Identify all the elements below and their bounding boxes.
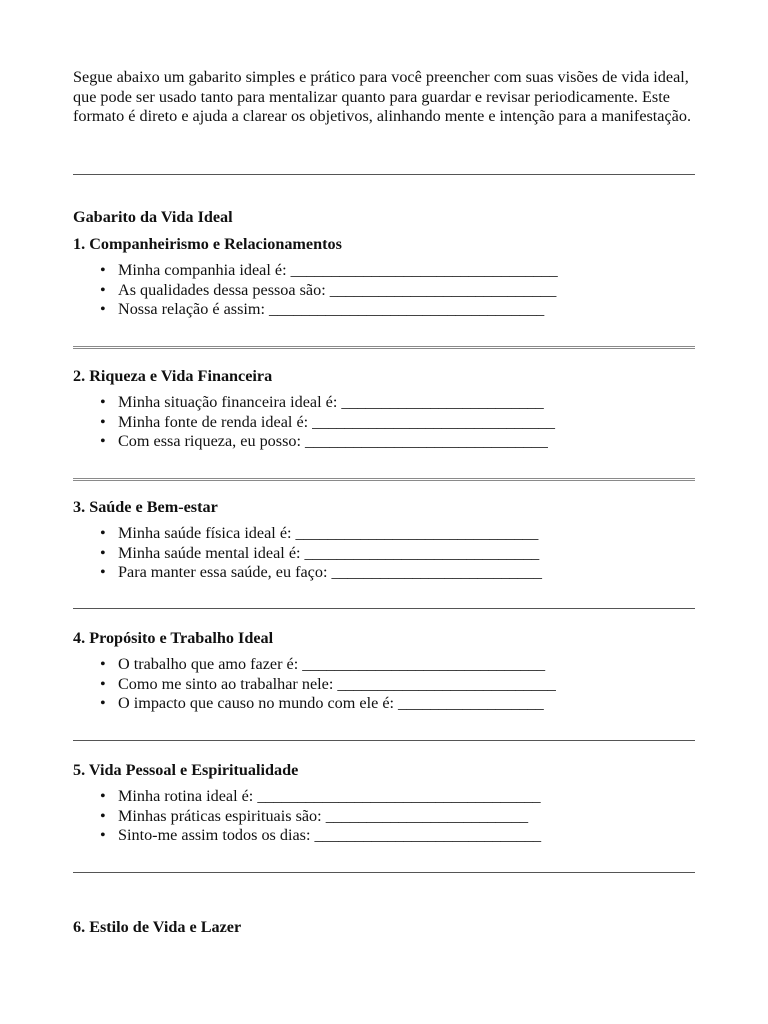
section-title: 3. Saúde e Bem-estar	[73, 498, 218, 516]
bullet: •	[100, 694, 106, 713]
bullet: •	[100, 806, 106, 825]
section-items	[73, 655, 695, 714]
section-items	[73, 393, 695, 452]
section-proposito	[73, 628, 695, 714]
section-title: 6. Estilo de Vida e Lazer	[73, 918, 242, 936]
item-text: Minha situação financeira ideal é: _________________________	[118, 393, 544, 411]
bullet: •	[100, 543, 106, 562]
list-item	[73, 544, 695, 564]
bullet: •	[100, 674, 106, 693]
divider-4	[73, 608, 695, 609]
list-item	[73, 807, 695, 827]
list-item	[73, 300, 695, 320]
list-item	[73, 413, 695, 433]
section-items	[73, 524, 695, 583]
divider-3	[73, 478, 695, 481]
list-item	[73, 432, 695, 452]
item-text: Para manter essa saúde, eu faço: __________________________	[118, 563, 542, 582]
section-estilo-de-vida	[73, 917, 695, 937]
doc-title: Gabarito da Vida Ideal	[73, 208, 233, 226]
section-title: 1. Companheirismo e Relacionamentos	[73, 235, 342, 253]
item-text: Minha saúde mental ideal é: _____________________________	[118, 543, 540, 562]
divider-6	[73, 872, 695, 873]
section-title: 4. Propósito e Trabalho Ideal	[73, 629, 274, 647]
item-text: Minha saúde física ideal é: ______________________________	[118, 524, 539, 542]
bullet: •	[100, 412, 106, 431]
list-item	[73, 563, 695, 583]
section-riqueza	[73, 366, 695, 452]
item-text: Minha fonte de renda ideal é: ______________________________	[118, 412, 555, 431]
list-item	[73, 261, 695, 281]
intro-paragraph: Segue abaixo um gabarito simples e prático para você preencher com suas visões de vida ideal, que pode ser usado tanto para mentalizar quanto para guardar e revisar periodicamente. Este formato é direto e ajuda a clarear os objetivos, alinhando mente e intenção para a manifestação.	[73, 68, 691, 126]
list-item	[73, 694, 695, 714]
section-vida-pessoal	[73, 760, 695, 846]
section-title: 2. Riqueza e Vida Financeira	[73, 367, 273, 385]
item-text: Como me sinto ao trabalhar nele: ___________________________	[118, 674, 556, 693]
bullet: •	[100, 261, 106, 279]
bullet: •	[100, 432, 106, 451]
item-text: O impacto que causo no mundo com ele é: __________________	[118, 694, 544, 713]
bullet: •	[100, 655, 106, 673]
list-item	[73, 655, 695, 675]
section-items	[73, 787, 695, 846]
divider-5	[73, 740, 695, 741]
divider-2	[73, 346, 695, 349]
bullet: •	[100, 280, 106, 299]
bullet: •	[100, 787, 106, 805]
item-text: Nossa relação é assim: __________________________________	[118, 300, 545, 319]
item-text: As qualidades dessa pessoa são: ____________________________	[118, 280, 557, 299]
item-text: Sinto-me assim todos os dias: ____________________________	[118, 826, 542, 845]
item-text: Com essa riqueza, eu posso: ______________________________	[118, 432, 548, 451]
section-items	[73, 261, 695, 320]
bullet: •	[100, 393, 106, 411]
list-item	[73, 826, 695, 846]
bullet: •	[100, 826, 106, 845]
item-text: Minhas práticas espirituais são: _________________________	[118, 806, 529, 825]
item-text: O trabalho que amo fazer é: ______________________________	[118, 655, 546, 673]
bullet: •	[100, 300, 106, 319]
list-item	[73, 281, 695, 301]
bullet: •	[100, 563, 106, 582]
section-title: 5. Vida Pessoal e Espiritualidade	[73, 761, 299, 779]
bullet: •	[100, 524, 106, 542]
list-item	[73, 524, 695, 544]
list-item	[73, 393, 695, 413]
divider-1	[73, 174, 695, 175]
list-item	[73, 787, 695, 807]
item-text: Minha rotina ideal é: ___________________________________	[118, 787, 541, 805]
section-saude	[73, 497, 695, 583]
document-page	[73, 68, 695, 127]
section-companheirismo	[73, 234, 695, 320]
list-item	[73, 675, 695, 695]
item-text: Minha companhia ideal é: _________________________________	[118, 261, 558, 279]
